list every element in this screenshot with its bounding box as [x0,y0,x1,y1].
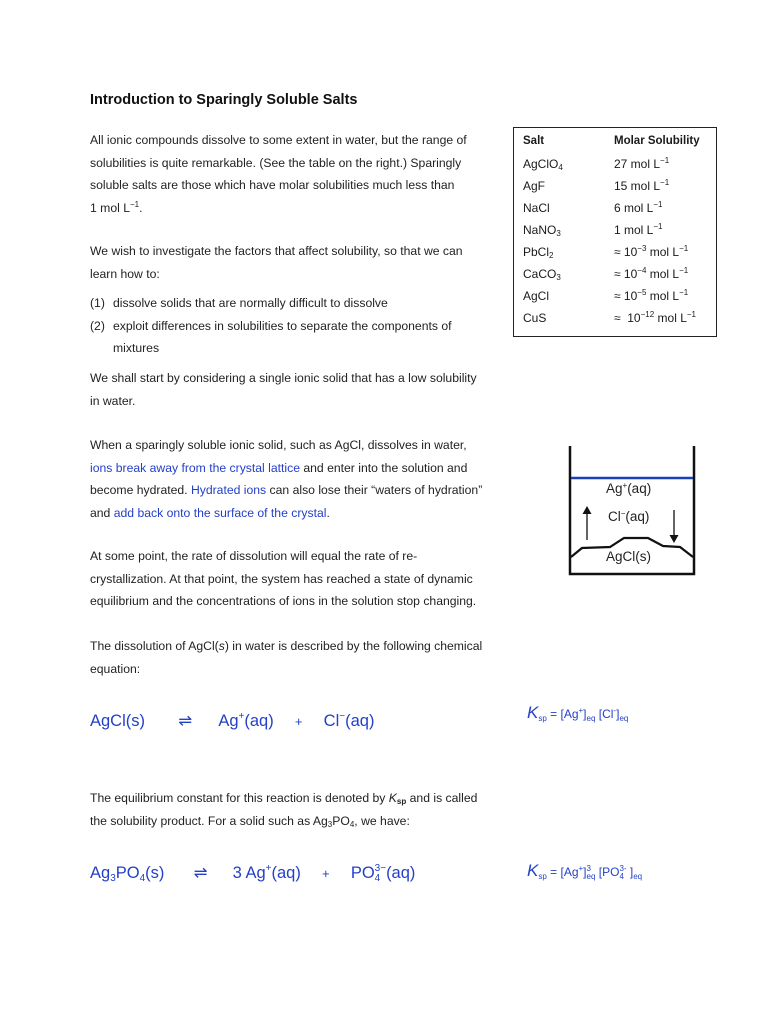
equation-agcl: AgCl(s) ⇌ Ag+(aq) + Cl−(aq) [90,711,375,730]
equilibrium-arrow-icon: ⇌ [178,712,193,730]
list-item: (2) exploit differences in solubilities to separate the components of mixtures [90,318,452,356]
equilibrium-paragraph [90,545,476,613]
ksp-paragraph [90,787,477,832]
diagram-label-solid: AgCl(s) [606,549,652,564]
diagram-label-cl: Cl−(aq) [608,509,650,524]
investigate-line: learn how to: [90,266,160,281]
table-row: AgCl ≈ $10^{-5}$ mol $L^{-1}$ [523,288,689,303]
highlight-text: Hydrated ions [190,483,267,498]
equation-ag3po4: $Ag_3PO_4(s)$ ⇌ 3 Ag+(aq) + PO 3− 4 (aq) [90,862,416,884]
table-row: CaCO$_3$ ≈ $10^{-4}$ mol $L^{-1}$ [523,266,689,282]
intro-line: solubilities is quite remarkable. (See the table on the right.) Sparingly [90,155,462,170]
table-row: CuS ≈ $10^{-12}$ mol $L^{-1}$ [523,310,696,325]
highlight-text: add back onto the surface of the crystal [113,505,327,520]
start-paragraph [90,367,477,412]
equilibrium-line: equilibrium and the concentrations of ions in the solution stop changing. [90,594,477,609]
ksp-expression-agcl: $K_{sp} = [Ag^+]_{eq}$ $[Cl^-]_{eq}$ [527,703,629,723]
table-row: AgF 15 mol $L^{-1}$ [523,178,670,193]
equation-intro-line: equation: [90,661,141,676]
equation-intro-paragraph [90,635,482,680]
table-header-salt: Salt [523,135,545,147]
table-row: PbCl$_2$ ≈ $10^{-3}$ mol $L^{-1}$ [523,244,689,260]
dissolve-line: become hydrated. Hydrated ions can also lose their “waters of hydration” [90,483,483,498]
investigate-line: We wish to investigate the factors that affect solubility, so that we can [90,244,463,258]
highlight-text: ions break away from the crystal lattice [90,460,300,475]
equilibrium-arrow-icon: ⇌ [193,864,208,882]
table-row: NaCl 6 mol $L^{-1}$ [523,200,663,215]
table-header-solubility: Molar Solubility [614,135,700,147]
table-row: AgClO$_4$ 27 mol $L^{-1}$ [523,156,670,172]
dissolve-line: When a sparingly soluble ionic solid, such as AgCl, dissolves in water, [90,438,467,452]
table-header-row [523,135,713,157]
ksp-line: The equilibrium constant for this reaction is denoted by $K_{sp}$ and is called [90,791,478,806]
table-row: NaNO$_3$ 1 mol $L^{-1}$ [523,222,663,238]
intro-line: 1 mol $L^{-1}$. [90,199,143,215]
equilibrium-line: crystallization. At that point, the system has reached a state of dynamic [90,571,473,586]
solubility-table [513,127,717,337]
equation-intro-line: The dissolution of AgCl(s) in water is described by the following chemical [90,639,483,653]
dissolve-line: ions break away from the crystal lattice and enter into the solution and [90,460,468,475]
down-arrow-icon [670,535,679,543]
up-arrow-icon [583,506,592,514]
goals-list [90,292,490,360]
ksp-line: the solubility product. For a solid such as $Ag_3PO_4$, we have: [90,813,410,829]
start-line: in water. [90,393,136,408]
start-line: We shall start by considering a single ionic solid that has a low solubility [90,371,477,385]
intro-line: soluble salts are those which have molar solubilities much less than [90,178,455,193]
intro-paragraph [90,129,467,219]
dissolve-line: and add back onto the surface of the crystal. [90,505,330,520]
diagram-label-ag: Ag+(aq) [606,481,652,496]
equilibrium-line: At some point, the rate of dissolution will equal the rate of re- [90,549,418,563]
investigate-paragraph [90,240,463,285]
intro-line: All ionic compounds dissolve to some extent in water, but the range of [90,133,467,147]
dissolve-paragraph [90,434,482,524]
ksp-expression-ag3po4: $K_{sp} = [Ag^+]$ 3 eq [PO 3- 4 ]$_{eq}$ [527,861,643,881]
page-title: Introduction to Sparingly Soluble Salts [90,92,358,108]
list-item: (1) dissolve solids that are normally difficult to dissolve [90,296,388,310]
